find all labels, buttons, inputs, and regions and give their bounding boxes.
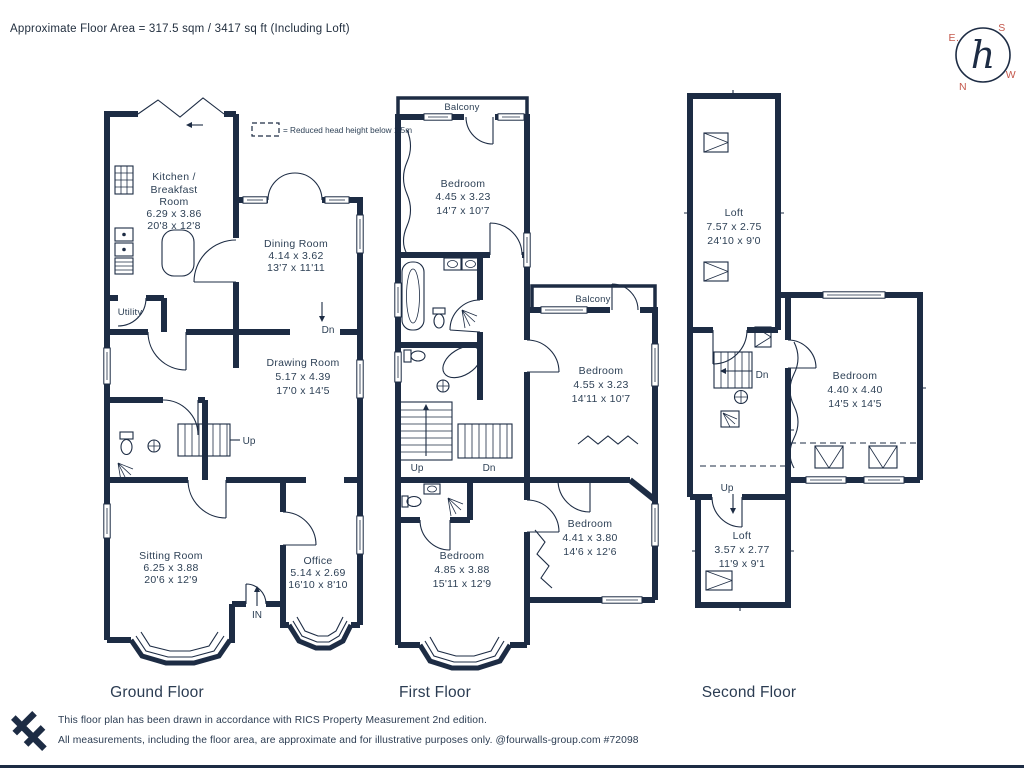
footer-line2: All measurements, including the floor area, are approximate and for illustrative purposes only. @fourwalls-group.com #72098 [58,735,639,746]
second-floor-plan [684,90,926,701]
ground-in-label: IN [252,610,262,621]
kitchen-label: Kitchen / [152,171,196,183]
wardrobe-line [790,342,798,468]
utility-label: Utility [117,307,143,318]
kitchen-metric: 6.29 x 3.86 [146,208,202,220]
kitchen-label-2: Breakfast [150,184,198,196]
second-bedroom-metric: 4.40 x 4.40 [827,384,883,396]
bedroom-mid-metric: 4.41 x 3.80 [562,532,618,544]
bedroom-rear-imperial: 14'11 x 10'7 [571,393,631,405]
reduced-head-height-icon [252,123,279,136]
floor-area-title: Approximate Floor Area = 317.5 sqm / 3417 sq ft (Including Loft) [10,23,350,35]
wardrobe-zigzag [578,436,638,444]
ground-stairs [178,424,240,456]
second-shower-room [721,391,748,428]
bath-icon [402,262,424,330]
compass-west: W [1005,69,1017,81]
shower-icon [448,498,463,516]
skylight-icon [706,571,732,590]
first-dn-label: Dn [482,463,496,474]
compass-monogram: h [970,33,996,77]
bedroom-front-metric: 4.45 x 3.23 [435,191,491,203]
second-bedroom-label: Bedroom [832,370,878,382]
dining-metric: 4.14 x 3.62 [268,250,324,262]
bedroom-mid-label: Bedroom [567,518,613,530]
second-bedroom-imperial: 14'5 x 14'5 [828,398,882,410]
skylight-icon [704,262,728,281]
bay-window-sitting [131,632,230,663]
fourwalls-logo-icon [6,705,57,756]
sink-icon [424,484,440,494]
bedroom-front-imperial: 14'7 x 10'7 [436,205,490,217]
toilet-icon [433,308,445,314]
dining-label: Dining Room [264,238,328,250]
ground-floor-plan [104,98,363,701]
first-stairs [400,402,512,460]
loft-large-imperial: 24'10 x 9'0 [707,235,761,247]
kitchen-table [162,230,194,276]
skylight-icon [869,446,897,468]
compass-east: E. [948,32,960,44]
compass-south: S [998,22,1006,34]
first-floor-title: First Floor [399,684,471,701]
drawing-metric: 5.17 x 4.39 [275,371,331,383]
balcony-front-label: Balcony [444,102,480,113]
shower-icon [462,310,477,328]
footer [0,705,1024,768]
compass-icon [949,22,1017,93]
skylight-icon [815,446,843,468]
first-showerroom-fixtures [402,484,463,516]
step-down-arrow [319,302,325,322]
bay-window-bedroom [420,637,510,668]
bedroom-bay-label: Bedroom [439,550,485,562]
measure-ticks [684,90,926,611]
bedroom-bay-imperial: 15'11 x 12'9 [432,578,492,590]
legend-label: = Reduced head height below 1.5m [283,126,413,135]
zigzag-bay [138,98,224,117]
toilet-icon [404,350,411,362]
ground-wc-fixtures [118,432,160,481]
french-doors [268,173,322,204]
second-floor-title: Second Floor [701,684,797,701]
loft-large-label: Loft [724,207,744,219]
bedroom-bay-metric: 4.85 x 3.88 [434,564,490,576]
wardrobe-zigzag [535,530,552,588]
office-imperial: 16'10 x 8'10 [288,579,348,591]
ground-dn-label: Dn [321,325,335,336]
office-label: Office [303,555,333,567]
first-up-label: Up [410,463,424,474]
second-dn-label: Dn [755,370,769,381]
drawing-imperial: 17'0 x 14'5 [276,385,330,397]
bay-window-office [289,617,351,648]
office-metric: 5.14 x 2.69 [290,567,346,579]
balcony-front [398,98,527,114]
skylight-icon [704,133,728,152]
legend [252,123,412,136]
toilet-icon [120,432,133,439]
loft-small-label: Loft [732,530,752,542]
compass-north: N [958,81,968,93]
first-bathroom-fixtures [402,258,479,330]
dining-imperial: 13'7 x 11'11 [266,262,326,274]
wardrobe-line [404,130,411,254]
kitchen-label-3: Room [159,196,189,208]
loft-large-metric: 7.57 x 2.75 [706,221,762,233]
footer-line1: This floor plan has been drawn in accordance with RICS Property Measurement 2nd edition. [58,715,487,726]
sitting-metric: 6.25 x 3.88 [143,562,199,574]
bedroom-rear-label: Bedroom [578,365,624,377]
entry-arrow-left [186,122,203,128]
sink-icon [462,258,479,270]
ground-up-label: Up [242,436,256,447]
second-up-label: Up [720,483,734,494]
drawing-label: Drawing Room [266,357,340,369]
balcony-rear-label: Balcony [575,294,611,305]
kitchen-imperial: 20'8 x 12'8 [147,220,201,232]
bedroom-front-label: Bedroom [440,178,486,190]
loft-small-imperial: 11'9 x 9'1 [718,558,766,570]
sitting-imperial: 20'6 x 12'9 [144,574,198,586]
sink-icon [444,258,461,270]
first-floor-plan [395,98,658,701]
loft-up-arrow [730,494,736,514]
second-floor-walls [690,93,920,608]
bedroom-mid-imperial: 14'6 x 12'6 [563,546,617,558]
ground-floor-title: Ground Floor [110,684,204,701]
sitting-label: Sitting Room [139,550,203,562]
bedroom-rear-metric: 4.55 x 3.23 [573,379,629,391]
loft-small-metric: 3.57 x 2.77 [714,544,770,556]
